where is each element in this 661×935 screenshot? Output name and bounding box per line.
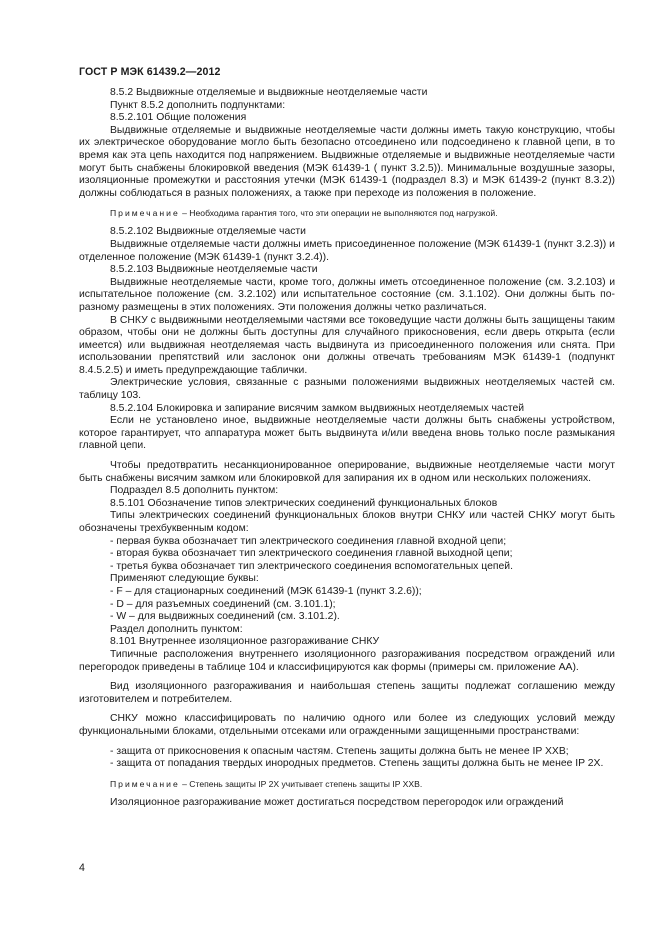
paragraph: Электрические условия, связанные с разными положениями выдвижных неотделяемых частей см. таблицу 103. (79, 377, 615, 402)
document-header: ГОСТ Р МЭК 61439.2—2012 (79, 66, 221, 78)
note-text: – Степень защиты IP 2X учитывает степень защиты IP XXB. (179, 778, 423, 789)
paragraph: Раздел дополнить пунктом: (110, 623, 243, 635)
paragraph: СНКУ можно классифицировать по наличию одного или более из следующих условий между функциональными блоками, отдельными отсеками или огражденными защищенными пространствами: (79, 713, 615, 737)
paragraph: Изоляционное разгораживание может достигаться посредством перегородок или ограждений (110, 796, 564, 808)
paragraph: Выдвижные отделяемые части должны иметь присоединенное положение (МЭК 61439-1 (пункт 3.2.3)) и отделенное положение (МЭК 61439-1 (пункт 3.2.4)). (79, 238, 615, 263)
list-item: - защита от прикосновения к опасным частям. Степень защиты должна быть не менее IP XXB; (110, 745, 569, 757)
paragraph: 8.5.2.101 Общие положения (110, 112, 247, 124)
paragraph: Если не установлено иное, выдвижные неотделяемые части должны быть снабжены устройством, которое гарантирует, что аппаратура может быть выдвинута и/или введена вновь только после размыкания главной цепи. (79, 415, 615, 452)
paragraph: Выдвижные отделяемые и выдвижные неотделяемые части должны иметь такую конструкцию, чтобы их электрическое оборудование могло быть безопасно отсоединено или подсоединено к главной цепи, в то время как эта цепь находится под напряжением. Выдвижные отделяемые и выдвижные неотделяемые части могут быть снабжены блокировкой введения (МЭК 61439-1 ( пункт 3.2.5)). Минимальные воздушные зазоры, изоляционные промежутки и расстояния утечки (МЭК 61439-1 (подраздел 8.3) и МЭК 61439-2 (пункт 8.3.2)) должны соблюдаться в разных положениях, а также при переходе из положения в положение. (79, 124, 615, 199)
note-text: – Необходима гарантия того, что эти операции не выполняются под нагрузкой. (179, 208, 498, 219)
paragraph: Применяют следующие буквы: (110, 573, 259, 585)
page-number: 4 (79, 862, 85, 874)
paragraph: 8.5.2.102 Выдвижные отделяемые части (110, 226, 306, 238)
paragraph: Типичные расположения внутреннего изоляционного разгораживания посредством ограждений или перегородок приведены в таблице 104 и классифицируются как формы (примеры см. приложение АА). (79, 648, 615, 673)
note (79, 779, 615, 790)
paragraph: 8.5.2.104 Блокировка и запирание висячим замком выдвижных неотделяемых частей (110, 402, 525, 414)
paragraph: Вид изоляционного разгораживания и наибольшая степень защиты подлежат соглашению между изготовителем и потребителем. (79, 681, 615, 705)
note-label: Примечание (110, 778, 180, 789)
document-body (79, 87, 615, 809)
list-item: - первая буква обозначает тип электрического соединения главной входной цепи; (110, 535, 507, 547)
list-item: - D – для разъемных соединений (см. 3.101.1); (110, 598, 336, 610)
list-item: - W – для выдвижных соединений (см. 3.101.2). (110, 611, 340, 623)
paragraph: В СНКУ с выдвижными неотделяемыми частями все токоведущие части должны быть защищены таким образом, чтобы они не должны быть доступны для случайного прикосновения, если дверь открыта (если имеется) или выдвижная неотделяемая часть выдвинута из присоединенного положения или снята. При использовании препятствий или заслонок они должны отвечать требованиям МЭК 61439-1 (подпункт 8.4.5.2.5) и иметь предупреждающие таблички. (79, 314, 615, 376)
paragraph: Пункт 8.5.2 дополнить подпунктами: (110, 99, 286, 111)
paragraph: 8.5.2.103 Выдвижные неотделяемые части (110, 264, 318, 276)
list-item: - третья буква обозначает тип электрического соединения вспомогательных цепей. (110, 560, 513, 572)
list-item: - F – для стационарных соединений (МЭК 61439-1 (пункт 3.2.6)); (110, 585, 422, 597)
list-item: - вторая буква обозначает тип электрического соединения главной выходной цепи; (110, 548, 513, 560)
list-item: - защита от попадания твердых инородных предметов. Степень защиты должна быть не менее IP 2X. (110, 758, 604, 770)
note-label: Примечание (110, 208, 180, 219)
paragraph: 8.5.101 Обозначение типов электрических соединений функциональных блоков (110, 497, 498, 509)
paragraph: 8.5.2 Выдвижные отделяемые и выдвижные неотделяемые части (110, 87, 428, 98)
note (79, 208, 615, 219)
paragraph: Выдвижные неотделяемые части, кроме того, должны иметь отсоединенное положение (см. 3.2.103) и испытательное положение (см. 3.2.102) или испытательное состояние (см. 3.1.102). Они должны быть по-разному размещены в этих положениях. Эти положения должны четко различаться. (79, 276, 615, 313)
paragraph: Подраздел 8.5 дополнить пунктом: (110, 485, 279, 497)
paragraph: 8.101 Внутреннее изоляционное разгораживание СНКУ (110, 636, 380, 648)
paragraph: Типы электрических соединений функциональных блоков внутри СНКУ или частей СНКУ могут быть обозначены трехбуквенным кодом: (79, 510, 615, 534)
paragraph: Чтобы предотвратить несанкционированное оперирование, выдвижные неотделяемые части могут быть снабжены висячим замком или блокировкой для запирания их в одном или нескольких положениях. (79, 460, 615, 484)
